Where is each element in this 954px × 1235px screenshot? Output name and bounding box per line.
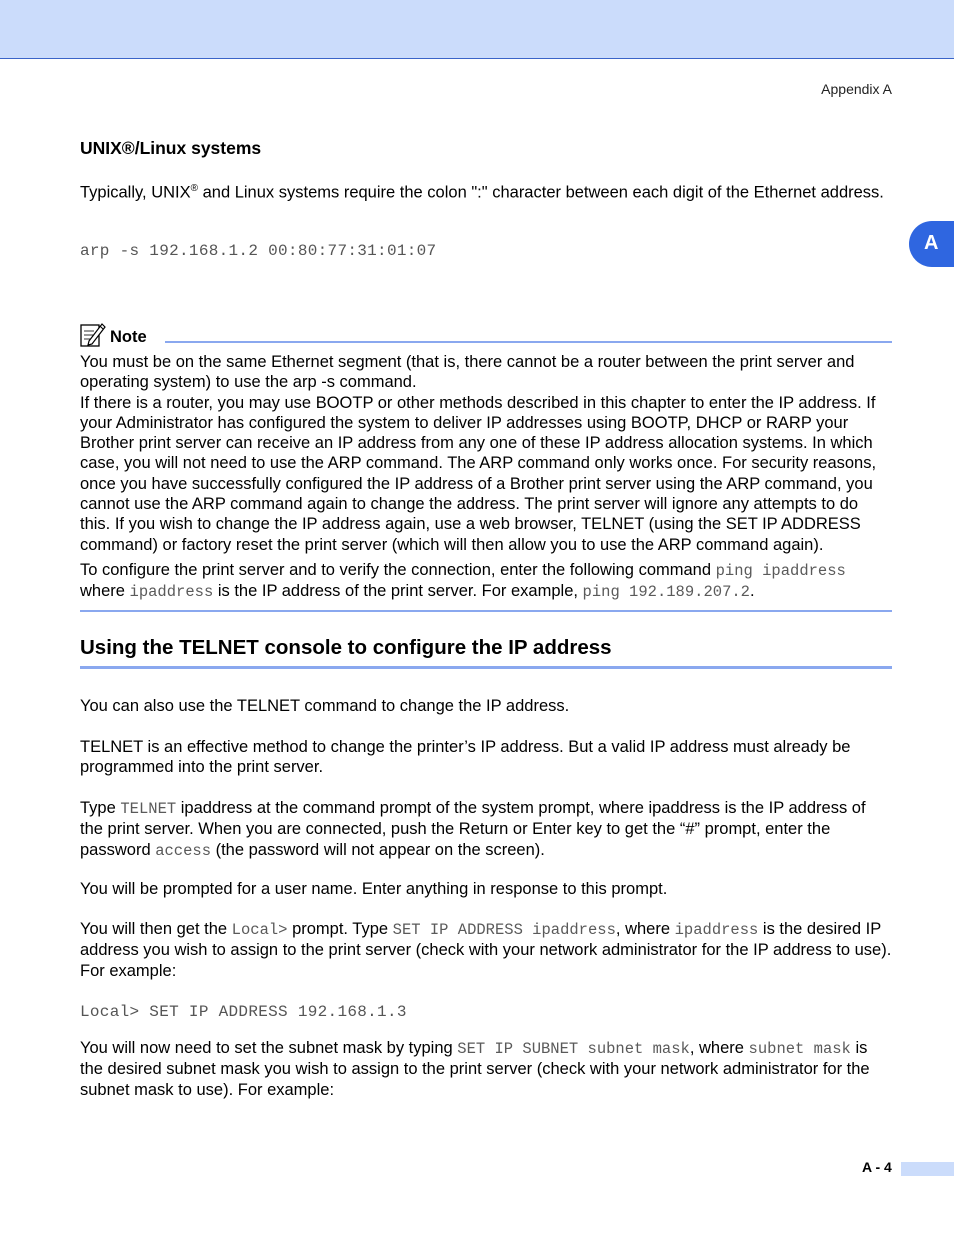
telnet-p3-code-access: access xyxy=(155,841,212,860)
chapter-tab xyxy=(909,221,954,267)
telnet-paragraph-1 xyxy=(80,696,892,716)
telnet-p1-text: You can also use the TELNET command to change the IP address. xyxy=(80,697,570,715)
note-p3-a: To configure the print server and to verify the connection, enter the following command xyxy=(80,560,716,579)
unix-para-pre: Typically, UNIX xyxy=(80,183,191,202)
registered-mark: ® xyxy=(190,183,199,194)
section-title-unix: UNIX®/Linux systems xyxy=(80,138,262,158)
note-paragraph-1: You must be on the same Ethernet segment (that is, there cannot be a router between the print server and operating system) to use the arp -s command. xyxy=(80,353,855,392)
note-label: Note xyxy=(110,328,147,346)
telnet-p5-code-ipaddress: ipaddress xyxy=(674,921,759,939)
note-pencil-icon xyxy=(80,322,106,348)
telnet-p6-c: is the desired subnet mask you wish to assign to the print server (check with your network administrator for the subnet mask to use). For example: xyxy=(80,1039,870,1099)
note-p3-code-example: ping 192.189.207.2 xyxy=(582,583,750,602)
note-divider xyxy=(165,341,892,343)
telnet-paragraph-2 xyxy=(80,737,892,778)
footer-accent-bar xyxy=(901,1162,954,1176)
telnet-p3-b: ipaddress at the command prompt of the system prompt, where ipaddress is the IP address of the print server. When you are connected, push the Return or Enter key to get the “#” prompt, enter the password xyxy=(80,799,866,859)
unix-para-post: and Linux systems require the colon ":" character between each digit of the Ethernet address. xyxy=(198,183,884,202)
telnet-p6-code-subnet-mask: subnet mask xyxy=(748,1040,851,1058)
note-p3-code-ping: ping ipaddress xyxy=(715,561,846,580)
telnet-paragraph-6 xyxy=(80,1038,892,1100)
section-unix-title-wrap xyxy=(80,138,892,159)
note-paragraph-3 xyxy=(80,560,892,603)
note-p3-code-ipaddress: ipaddress xyxy=(129,583,214,602)
telnet-p5-code-set-ip: SET IP ADDRESS ipaddress xyxy=(392,921,616,939)
telnet-p6-code-subnet: SET IP SUBNET subnet mask xyxy=(457,1040,690,1058)
page-number: A - 4 xyxy=(862,1159,892,1175)
section-telnet-title-wrap xyxy=(80,636,892,660)
section-title-telnet: Using the TELNET console to configure the IP address xyxy=(80,636,612,659)
note-p3-d: . xyxy=(749,582,755,601)
telnet-p3-code-telnet: TELNET xyxy=(120,800,177,818)
note-p3-c: is the IP address of the print server. For example, xyxy=(213,582,583,601)
telnet-p5-d: is the desired IP address you wish to assign to the print server (check with your network administrator for the IP address to use). For example: xyxy=(80,920,892,980)
telnet-p2-text: TELNET is an effective method to change the printer’s IP address. But a valid IP address must already be programmed into the print server. xyxy=(80,738,851,777)
telnet-p5-a: You will then get the xyxy=(80,920,232,938)
unix-paragraph xyxy=(80,179,892,203)
telnet-p6-b: , where xyxy=(689,1039,749,1057)
section-title-underline xyxy=(80,666,892,669)
telnet-p5-b: prompt. Type xyxy=(287,920,393,938)
telnet-paragraph-5 xyxy=(80,919,892,981)
telnet-p3-a: Type xyxy=(80,799,121,817)
telnet-paragraph-4 xyxy=(80,879,892,899)
telnet-p6-a: You will now need to set the subnet mask by typing xyxy=(80,1039,458,1057)
header-band xyxy=(0,0,954,59)
telnet-p5-c: , where xyxy=(615,920,675,938)
arp-command-example: arp -s 192.168.1.2 00:80:77:31:01:07 xyxy=(80,242,437,260)
chapter-tab-label: A xyxy=(924,232,939,254)
appendix-label: Appendix A xyxy=(821,81,892,97)
telnet-p3-c: (the password will not appear on the screen). xyxy=(211,840,545,859)
telnet-p5-code-local: Local> xyxy=(231,921,288,939)
set-ip-command-example: Local> SET IP ADDRESS 192.168.1.3 xyxy=(80,1003,407,1021)
note-body xyxy=(80,352,892,603)
note-paragraph-2: If there is a router, you may use BOOTP or other methods described in this chapter to enter the IP address. If your Administrator has configured the system to deliver IP addresses using BOOTP, DHCP or RARP your Brother print server can receive an IP address from any one of these IP address allocation systems. In which case, you will not need to use the ARP command. The ARP command only works once. For security reasons, once you have successfully configured the IP address of a Brother print server using the ARP command, you cannot use the ARP command again to change the address. The print server will ignore any attempts to do this. If you wish to change the IP address again, use a web browser, TELNET (using the SET IP ADDRESS command) or factory reset the print server (which will then allow you to use the ARP command again). xyxy=(80,393,877,554)
telnet-p4-text: You will be prompted for a user name. Enter anything in response to this prompt. xyxy=(80,880,668,898)
telnet-paragraph-3 xyxy=(80,798,892,861)
note-p3-b: where xyxy=(80,582,130,601)
note-end-divider xyxy=(80,610,892,612)
